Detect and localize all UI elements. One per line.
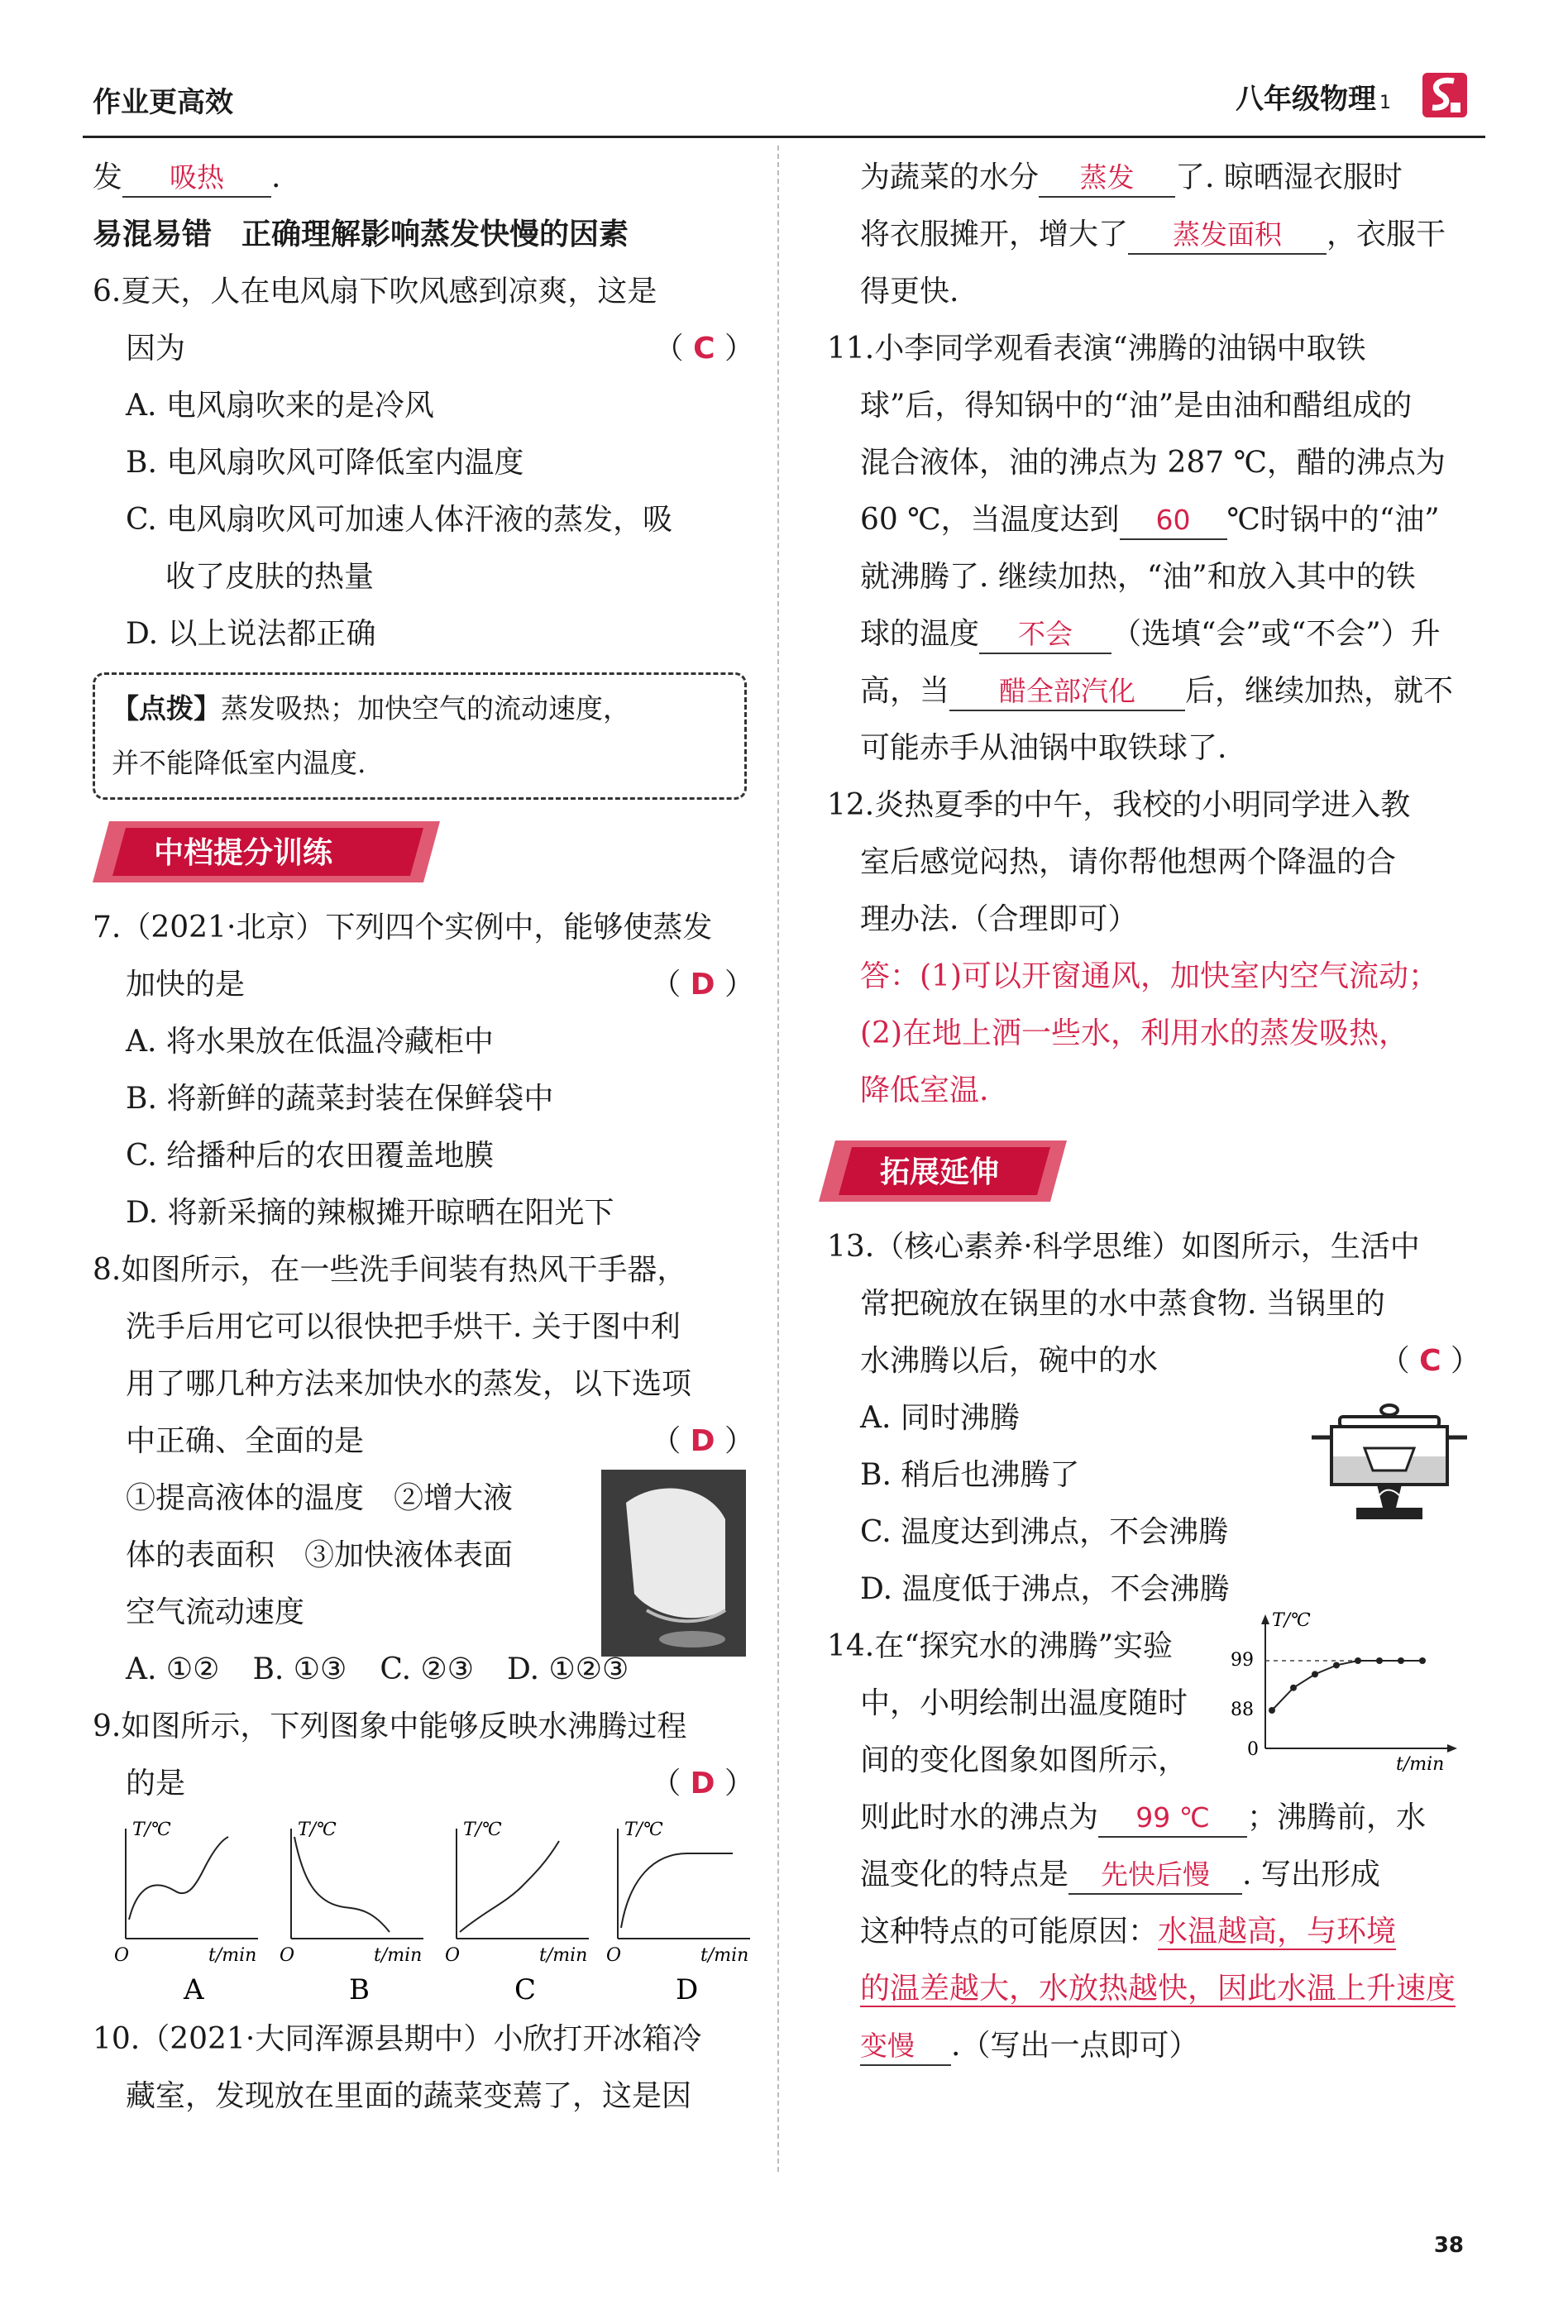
q9-graph-C	[445, 1820, 589, 2006]
svg-text:t/min: t/min	[539, 1945, 588, 1966]
header-left-title: 作业更高效	[93, 86, 233, 119]
hand-dryer-photo	[601, 1470, 746, 1657]
q10-answer-2: 蒸发面积	[1128, 217, 1327, 255]
q12-answer-2: (2)在地上洒一些水，利用水的蒸发吸热，	[860, 1016, 1408, 1050]
svg-text:t/min: t/min	[374, 1945, 423, 1966]
q7-answer: D	[690, 968, 715, 1002]
svg-text:T/℃: T/℃	[624, 1820, 663, 1840]
q7-option-c: C. 给播种后的农田覆盖地膜	[126, 1139, 495, 1173]
svg-text:t/min: t/min	[700, 1945, 749, 1966]
svg-text:D: D	[676, 1973, 699, 2006]
q14-chart-point-3	[1333, 1662, 1340, 1668]
banner-mid-training: 中档提分训练	[93, 821, 754, 882]
q14-answer-3c: 变慢	[860, 2028, 951, 2066]
question-6: 6.夏天，人在电风扇下吹风感到凉爽，这是 因为 （ C ） A. 电风扇吹来的是冷风 B. 电风扇吹风可降低室内温度 C. 电风扇吹风可加速人体汗液的蒸发，吸 收了皮肤的热量 D. 以上说法都正确	[93, 263, 754, 662]
svg-text:C: C	[514, 1973, 537, 2006]
q10-answer-1: 蒸发	[1039, 160, 1175, 198]
q9-graph-A	[114, 1820, 258, 2006]
q14-chart-ytick-99: 99	[1231, 1650, 1254, 1671]
question-8: 8.如图所示，在一些洗手间装有热风干手器， 洗手后用它可以很快把手烘干. 关于图中利 用了哪几种方法来加快水的蒸发，以下选项 中正确、全面的是 （ D ） ①提高液体的温度 ②增大液 体的表面积 ③加快液体表面 空气流动速度 A. ①② B. ①③ C. ②③ D. ①②③	[93, 1241, 754, 1698]
header-rule	[83, 136, 1485, 138]
question-11: 11.小李同学观看表演“沸腾的油锅中取铁 球”后，得知锅中的“油”是由油和醋组成的 混合液体，油的沸点为 287 ℃，醋的沸点为 60 ℃，当温度达到 60 ℃时锅中的“油” 就沸腾了. 继续加热，“油”和放入其中的铁 球的温度 不会 （选填“会”或“不会”）升 高，当 醋全部汽化 后，继续加热，就不 可能赤手从油锅中取铁球了.	[827, 332, 1454, 765]
q13-option-d: D. 温度低于沸点，不会沸腾	[860, 1572, 1230, 1606]
q5-tail: 发 吸热 .	[93, 149, 754, 206]
q9-answer: D	[690, 1767, 715, 1800]
q14-chart-point-0	[1269, 1707, 1275, 1714]
q14-temperature-chart	[1216, 1608, 1464, 1773]
q9-graph-B	[280, 1820, 423, 2006]
q6-answer: C	[693, 332, 715, 366]
right-column	[827, 149, 1480, 2074]
q13-option-c: C. 温度达到沸点，不会沸腾	[860, 1515, 1229, 1549]
q14-answer-3a: 水温越高，与环境	[1158, 1915, 1397, 1949]
steaming-pot-illustration	[1307, 1392, 1472, 1541]
header-right-title: 八年级物理 1	[1236, 83, 1391, 116]
q13-option-a: A. 同时沸腾	[860, 1401, 1020, 1435]
svg-text:A: A	[184, 1973, 204, 2006]
q8-answer: D	[690, 1424, 715, 1458]
question-12: 12.炎热夏季的中午，我校的小明同学进入教 室后感觉闷热，请你帮他想两个降温的合 理办法.（合理即可） 答：(1)可以开窗通风，加快室内空气流动； (2)在地上洒一些水，利用水的蒸发吸热， 降低室温.	[827, 777, 1480, 1119]
q7-option-b: B. 将新鲜的蔬菜封装在保鲜袋中	[126, 1082, 554, 1116]
q14-chart-point-5	[1376, 1657, 1383, 1664]
q11-answer-1: 60	[1120, 502, 1227, 540]
q14-answer-1: 99 ℃	[1098, 1800, 1247, 1838]
question-10: 10.（2021·大同浑源县期中）小欣打开冰箱冷 藏室，发现放在里面的蔬菜变蔫了，这是因	[93, 2022, 702, 2113]
q14-chart-origin: 0	[1247, 1739, 1259, 1760]
svg-text:O: O	[280, 1945, 295, 1966]
q14-answer-2: 先快后慢	[1068, 1857, 1242, 1895]
q9-graphs	[109, 1819, 754, 2006]
q14-answer-3b: 的温差越大，水放热越快，因此水温上升速度	[860, 1972, 1456, 2006]
question-13: 13.（核心素养·科学思维）如图所示，生活中 常把碗放在锅里的水中蒸食物. 当锅里的 水沸腾以后，碗中的水 （ C ） A. 同时沸腾 B. 稍后也沸腾了 C. 温度达到沸点，不会沸腾 D. 温度低于沸点，不会沸腾	[827, 1218, 1480, 1618]
q14-chart-ytick-88: 88	[1231, 1700, 1254, 1720]
svg-text:T/℃: T/℃	[298, 1820, 337, 1840]
q12-answer-1: 答：(1)可以开窗通风，加快室内空气流动；	[860, 959, 1438, 993]
q14-chart-point-1	[1290, 1685, 1297, 1691]
q7-option-a: A. 将水果放在低温冷藏柜中	[126, 1025, 494, 1059]
svg-text:T/℃: T/℃	[132, 1820, 171, 1840]
q6-option-a: A. 电风扇吹来的是冷风	[126, 389, 434, 423]
q14-chart-point-7	[1419, 1657, 1426, 1664]
q14-chart-point-6	[1398, 1657, 1404, 1664]
svg-text:O: O	[114, 1945, 130, 1966]
q14-chart-point-2	[1312, 1671, 1318, 1677]
svg-text:T/℃: T/℃	[463, 1820, 502, 1840]
svg-text:O: O	[606, 1945, 622, 1966]
q6-option-c: C. 电风扇吹风可加速人体汗液的蒸发，吸	[126, 503, 673, 537]
q14-chart-y-label: T/℃	[1272, 1610, 1311, 1631]
q11-answer-2: 不会	[979, 616, 1111, 654]
q6-option-d: D. 以上说法都正确	[126, 617, 376, 651]
svg-text:t/min: t/min	[208, 1945, 257, 1966]
q6-option-c-cont: 收了皮肤的热量	[165, 560, 375, 594]
q7-option-d: D. 将新采摘的辣椒摊开晾晒在阳光下	[126, 1196, 614, 1230]
q8-choices: A. ①② B. ①③ C. ②③ D. ①②③	[126, 1652, 629, 1686]
svg-text:O: O	[445, 1945, 461, 1966]
column-divider	[777, 146, 779, 2172]
publisher-logo-icon	[1421, 71, 1469, 119]
question-7: 7.（2021·北京）下列四个实例中，能够使蒸发 加快的是 （ D ） A. 将水果放在低温冷藏柜中 B. 将新鲜的蔬菜封装在保鲜袋中 C. 给播种后的农田覆盖地膜 D. 将新采摘的辣椒摊开晾晒在阳光下	[93, 899, 754, 1241]
q14-chart-point-4	[1355, 1657, 1361, 1664]
question-10-cont: 为蔬菜的水分 蒸发 了. 晾晒湿衣服时 将衣服摊开，增大了 蒸发面积 ，衣服干 得更快.	[860, 160, 1446, 308]
question-14: 14.在“探究水的沸腾”实验 中，小明绘制出温度随时 间的变化图象如图所示， 则此时水的沸点为 99 ℃ ；沸腾前，水 温变化的特点是 先快后慢 . 写出形成 这种特点的可能原因：水温越高，与环境 的温差越大，水放热越快，因此水温上升速度 变慢 .（写出一点即可） T/℃ t/min 0 99 88	[827, 1618, 1480, 2074]
page-number: 38	[1433, 2233, 1464, 2258]
q14-chart-x-label: t/min	[1396, 1754, 1445, 1773]
banner-extension: 拓展延伸	[819, 1140, 1480, 1202]
q13-answer: C	[1419, 1344, 1441, 1378]
section-title: 易混易错 正确理解影响蒸发快慢的因素	[93, 218, 629, 251]
q9-graph-D	[606, 1820, 750, 2006]
left-column	[93, 149, 754, 2125]
svg-text:B: B	[349, 1973, 370, 2006]
q11-answer-3: 醋全部汽化	[949, 673, 1185, 711]
tip-box: 【点拨】蒸发吸热；加快空气的流动速度， 并不能降低室内温度.	[93, 672, 747, 800]
q12-answer-3: 降低室温.	[860, 1074, 989, 1107]
question-9: 9.如图所示，下列图象中能够反映水沸腾过程 的是 （ D ） T/℃ t/min O A T/℃ t/min O B T/℃ t/min O C T/℃ t/min O D	[93, 1710, 754, 2006]
q13-option-b: B. 稍后也沸腾了	[860, 1458, 1080, 1492]
q6-option-b: B. 电风扇吹风可降低室内温度	[126, 446, 524, 480]
